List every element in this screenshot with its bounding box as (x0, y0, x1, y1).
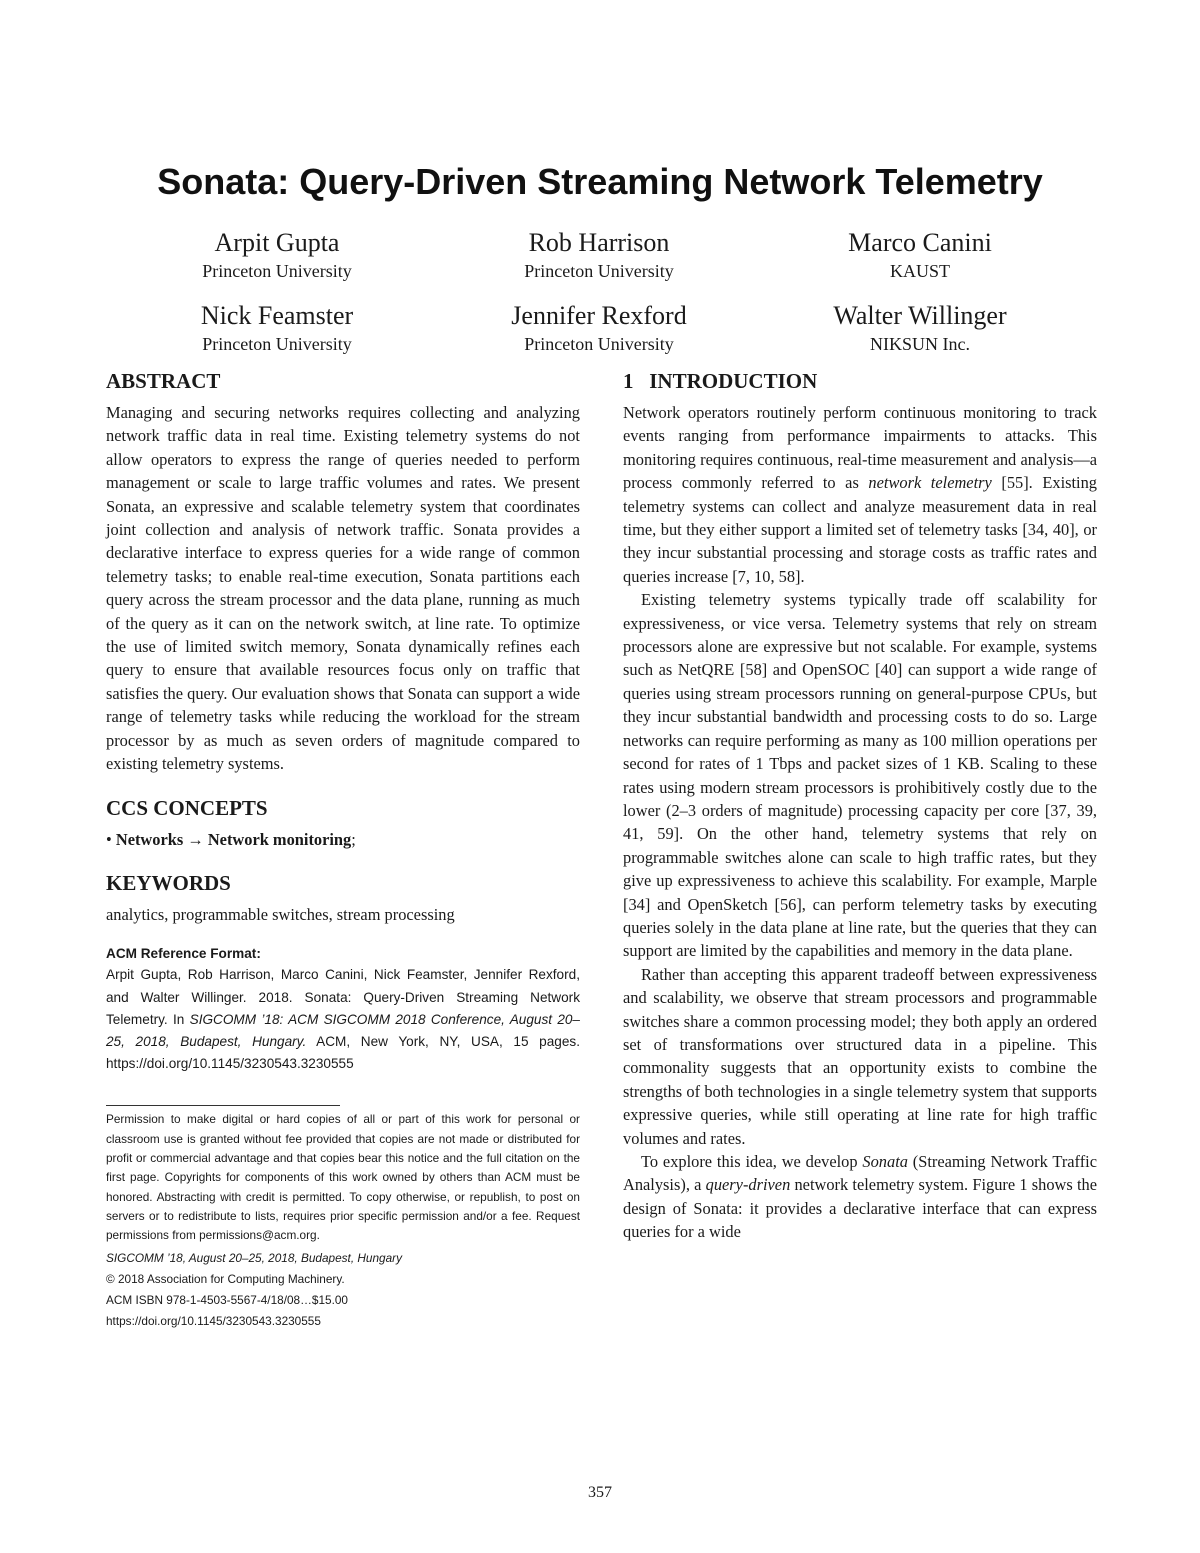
isbn-line: ACM ISBN 978-1-4503-5567-4/18/08…$15.00 (106, 1293, 348, 1308)
doi-link[interactable]: https://doi.org/10.1145/3230543.3230555 (106, 1314, 321, 1329)
ccs-bullet: • (106, 829, 112, 849)
abstract-heading: ABSTRACT (106, 369, 221, 393)
introduction-heading: 1 INTRODUCTION (623, 369, 818, 393)
author-block (449, 228, 749, 282)
author-affiliation: Princeton University (202, 334, 352, 354)
ccs-concept-line (106, 828, 580, 851)
author-block (127, 301, 427, 355)
author-name: Jennifer Rexford (511, 301, 687, 330)
author-affiliation: NIKSUN Inc. (870, 334, 970, 354)
intro-paragraph: To explore this idea, we develop Sonata (Streaming Network Traffic Analysis), a query-driven network telemetry system. Figure 1 shows the design of Sonata: it provides a declarative interface that can express queries for a wide (623, 1152, 1097, 1242)
abstract-text: Managing and securing networks requires collecting and analyzing network traffic data in real time. Existing telemetry systems do not allow operators to express the range of queries needed to perform management or scale to large traffic volumes and rates. We present Sonata, an expressive and scalable telemetry system that coordinates joint collection and analysis of network traffic. Sonata provides a declarative interface to express queries for a wide range of common telemetry tasks; to enable real-time execution, Sonata partitions each query across the stream processor and the data plane, running as much of the query as it can on the network switch, at line rate. To optimize the use of limited switch memory, Sonata dynamically refines each query to ensure that available resources focus only on traffic that satisfies the query. Our evaluation shows that Sonata can support a wide range of telemetry tasks while reducing the workload for the stream processor by as much as seven orders of magnitude compared to existing telemetry systems. (106, 403, 580, 774)
intro-paragraph: Rather than accepting this apparent tradeoff between expressiveness and scalability, we observe that stream processors and programmable switches share a common processing model; they both apply an ordered set of transformations over structured data in a pipeline. This commonality suggests that an opportunity exists to combine the strengths of both technologies in a single telemetry system that supports expressive queries, while still operating at line rate for high traffic volumes and rates. (623, 964, 1097, 1148)
author-name: Marco Canini (848, 228, 992, 257)
page-title: Sonata: Query-Driven Streaming Network Telemetry (157, 161, 1043, 202)
conference-line: SIGCOMM ’18, August 20–25, 2018, Budapest, Hungary (106, 1251, 402, 1266)
author-affiliation: KAUST (889, 261, 950, 281)
author-block (449, 301, 749, 355)
ccs-arrow: → (187, 829, 204, 849)
ccs-subconcept: Network monitoring (207, 829, 352, 849)
permission-notice: Permission to make digital or hard copies of all or part of this work for personal or classroom use is granted without fee provided that copies are not made or distributed for profit or commercial advantage and that copies bear this notice and the full citation on the first page. Copyrights for components of this work owned by others than ACM must be honored. Abstracting with credit is permitted. To copy otherwise, or republish, to post on servers or to redistribute to lists, requires prior specific permission and/or a fee. Request permissions from permissions@acm.org. (106, 1112, 580, 1243)
author-affiliation: Princeton University (202, 261, 352, 281)
copyright-line: © 2018 Association for Computing Machinery. (106, 1272, 345, 1287)
ccs-terminator: ; (351, 829, 356, 849)
author-block (770, 228, 1070, 282)
ccs-heading: CCS CONCEPTS (106, 795, 268, 820)
acm-reference-heading: ACM Reference Format: (106, 946, 261, 962)
footnote-divider (106, 1105, 340, 1106)
acm-reference-text (106, 964, 580, 1075)
page-number: 357 (588, 1484, 612, 1501)
ccs-concept: Networks (115, 829, 184, 849)
intro-paragraph: Network operators routinely perform continuous monitoring to track events ranging from performance impairments to attacks. This monitoring requires continuous, real-time measurement and analysis—a process commonly referred to as network telemetry [55]. Existing telemetry systems can collect and analyze measurement data in real time, but they either support a limited set of telemetry tasks [34, 40], or they incur substantial processing and storage costs as traffic rates and queries increase [7, 10, 58]. (623, 403, 1097, 586)
author-name: Nick Feamster (200, 301, 354, 330)
acm-reference-publisher: ACM, New York, NY, USA, 15 pages. https://doi.org/10.1145/3230543.3230555 (106, 1033, 580, 1072)
author-block (127, 228, 427, 282)
keywords-text: analytics, programmable switches, stream processing (106, 904, 455, 924)
author-name: Walter Willinger (833, 301, 1007, 330)
left-column (106, 367, 580, 1332)
author-affiliation: Princeton University (524, 261, 674, 281)
author-affiliation: Princeton University (524, 334, 674, 354)
acm-reference-venue: SIGCOMM ’18: ACM SIGCOMM 2018 Conference, August 20–25, 2018, Budapest, Hungary. (106, 1011, 580, 1049)
acm-reference-authors: Arpit Gupta, Rob Harrison, Marco Canini, Nick Feamster, Jennifer Rexford, and Walter Willinger. 2018. Sonata: Query-Driven Streaming Network Telemetry. In (106, 967, 580, 1027)
author-name: Arpit Gupta (214, 228, 340, 257)
intro-paragraph: Existing telemetry systems typically trade off scalability for expressiveness, or vice versa. Telemetry systems that rely on stream processors alone are expressive but not scalable. For example, systems such as NetQRE [58] and OpenSOC [40] can support a wide range of queries using stream processors running on general-purpose CPUs, but they incur substantial bandwidth and processing costs to do so. Large networks can require performing as many as 100 million operations per second for rates of 1 Tbps and packet sizes of 1 KB. Scaling to these rates using modern stream processors is prohibitively costly due to the lower (2–3 orders of magnitude) processing capacity per core [37, 39, 41, 59]. On the other hand, telemetry systems that rely on programmable switches alone can scale to high traffic rates, but they give up expressiveness to achieve this scalability. For example, Marple [34] and OpenSketch [56], can perform telemetry tasks by executing queries solely in the data plane at line rate, but the queries that they can support are limited by the capabilities and memory in the data plane. (623, 590, 1097, 961)
author-block (770, 301, 1070, 355)
author-name: Rob Harrison (528, 228, 670, 257)
keywords-heading: KEYWORDS (106, 870, 231, 895)
right-column (623, 367, 1097, 1244)
